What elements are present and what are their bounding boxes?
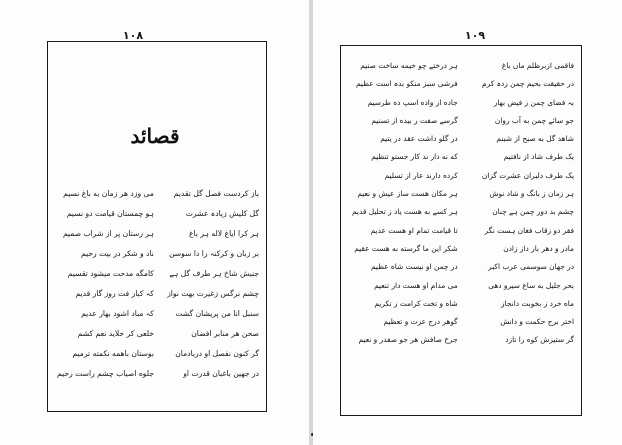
first-hemistich: در جهین باغبان قدرت او — [183, 369, 259, 378]
verse-line — [346, 130, 574, 148]
second-hemistich: ناد و شکر در بیت رحیم — [81, 249, 154, 258]
first-hemistich: یک طرف شاد از نافتیم — [503, 152, 574, 162]
first-hemistich: ہر زمان ز بانگ و شاد نوش — [489, 189, 574, 199]
second-hemistich: کامگه مدحت میشود تقسیم — [67, 269, 154, 278]
verse-line — [53, 204, 259, 224]
first-hemistich: باز کردست فصل گل تقدیم — [173, 189, 259, 198]
first-hemistich: ماه خرد ز بخوبت دانجاز — [501, 298, 574, 308]
second-hemistich: گرسے صفت ر بیده از تسنیم — [371, 115, 458, 125]
second-hemistich: کہ مباد اشود بهار عدیم — [81, 309, 154, 318]
first-hemistich: چشم بد دور چمن ہے چنان — [492, 207, 574, 217]
verse-line — [346, 240, 574, 258]
verse-line — [346, 112, 574, 130]
second-hemistich: ہر مکان هست ساز عیش و نعیم — [357, 189, 458, 199]
second-hemistich: جاده از واده اسپ ده طرسیم — [367, 97, 458, 107]
verse-line — [346, 94, 574, 112]
first-hemistich: چشم نرگس زغیرت بهت نواز — [167, 289, 259, 298]
second-hemistich: در گلو داشت عقد در یتیم — [380, 134, 458, 144]
verse-line — [346, 203, 574, 221]
verse-line — [53, 224, 259, 244]
verse-line — [53, 284, 259, 304]
first-hemistich: جو سائے چمن به آب روان — [494, 115, 574, 125]
first-hemistich: اختر برج حکمت و دانش — [500, 317, 574, 327]
verse-line — [346, 295, 574, 313]
second-hemistich: بوستان باهمه نکمته ترمیم — [72, 349, 154, 358]
first-hemistich: بحر جلیل به ساع سیرو دهی — [488, 280, 574, 290]
second-hemistich: ہو چمستان قیامت دو نسیم — [66, 209, 154, 218]
verse-line — [346, 57, 574, 75]
second-hemistich: می وزد هر زمان به باغ نسیم — [63, 189, 154, 198]
first-hemistich: صحن هر منابر افضان — [191, 329, 259, 338]
first-hemistich: گر کنون نفصل او دربادمان — [175, 349, 259, 358]
second-hemistich: کرده دارند عار از تسلیم — [384, 170, 458, 180]
first-hemistich: ہر کرا ایاغ لاله ہر باغ — [188, 229, 259, 238]
verse-line — [53, 364, 259, 384]
page-number: ۱۰۸ — [122, 29, 144, 42]
verse-line — [53, 264, 259, 284]
first-hemistich: فقر دو زقاب فغان ہست نگر — [484, 225, 574, 235]
second-hemistich: که نه دار ند کار جستو تنظیم — [371, 152, 458, 162]
second-hemistich: شاه و تخت کرامت ز تکریم — [374, 298, 458, 308]
second-hemistich: فرشی سبز منکو بدہ است عظیم — [356, 79, 458, 89]
first-hemistich: در حقیقت بحیم چمن زدہ کرم — [482, 79, 574, 89]
first-hemistich: شاهد گل به صبح از شبنم — [496, 134, 574, 144]
verse-list — [53, 184, 259, 384]
second-hemistich: در چمن او نیست شاه عظیم — [370, 262, 458, 272]
verse-line — [53, 184, 259, 204]
verse-line — [53, 344, 259, 364]
verse-line — [346, 148, 574, 166]
verse-line — [346, 313, 574, 331]
second-hemistich: تا قیامت تمام او هست عدیم — [370, 225, 458, 235]
second-hemistich: ہر درختے چو خیمه ساخت صنیم — [360, 61, 458, 70]
second-hemistich: جلوه اصیاب چشم راست رحیم — [57, 369, 154, 378]
first-hemistich: در جهان سوسمی عرب اکبر — [488, 262, 574, 272]
second-hemistich: کہ کبار فت روز گار قدیم — [75, 289, 154, 298]
page-number: ۱۰۹ — [464, 29, 486, 42]
verse-line — [346, 277, 574, 295]
verse-line — [346, 258, 574, 276]
second-hemistich: خلعی کر خلاید نعم کشم — [77, 329, 154, 338]
verse-line — [53, 324, 259, 344]
verse-line — [346, 185, 574, 203]
verse-line — [53, 244, 259, 264]
first-hemistich: سنبل انا من پریشان گشت — [175, 309, 259, 318]
verse-line — [346, 331, 574, 349]
first-hemistich: جنبش شاخ ہر طرف گل ہے — [169, 269, 259, 278]
second-hemistich: جرخ صافش هر جو صفدر و نعیم — [358, 335, 458, 345]
first-hemistich: یک طرف دلبران عشرت گزان — [481, 170, 574, 180]
second-hemistich: شکر این ما گرسته به هست عقیم — [354, 243, 458, 253]
right-page — [313, 0, 622, 445]
second-hemistich: گوهر درج عزت و تعظیم — [383, 317, 458, 327]
second-hemistich: می مدام او هست دار تنعیم — [374, 280, 458, 290]
first-hemistich: مادر و دهر بار داز زادن — [503, 243, 574, 253]
verse-line — [53, 304, 259, 324]
first-hemistich: گل کلیش زیادہ عشرت — [185, 209, 259, 218]
verse-line — [346, 222, 574, 240]
verse-line — [346, 75, 574, 93]
first-hemistich: گر ستیزش کوه را تازد — [505, 335, 574, 345]
verse-line — [346, 167, 574, 185]
section-title: قصائد — [130, 124, 180, 148]
first-hemistich: فاقمی ازبرظلم ماں باغ — [501, 61, 574, 70]
first-hemistich: بر زبان و کرکنہ را دا سوسن — [169, 249, 259, 258]
second-hemistich: ہر رستان پر از شراب صمیم — [62, 229, 154, 238]
second-hemistich: ہر کسے به هست یاد ز تحلیل قدیم — [351, 207, 458, 217]
verse-list — [346, 57, 574, 350]
left-page — [0, 0, 309, 445]
first-hemistich: بہ فضای چمن ز فیض بهار — [493, 97, 574, 107]
